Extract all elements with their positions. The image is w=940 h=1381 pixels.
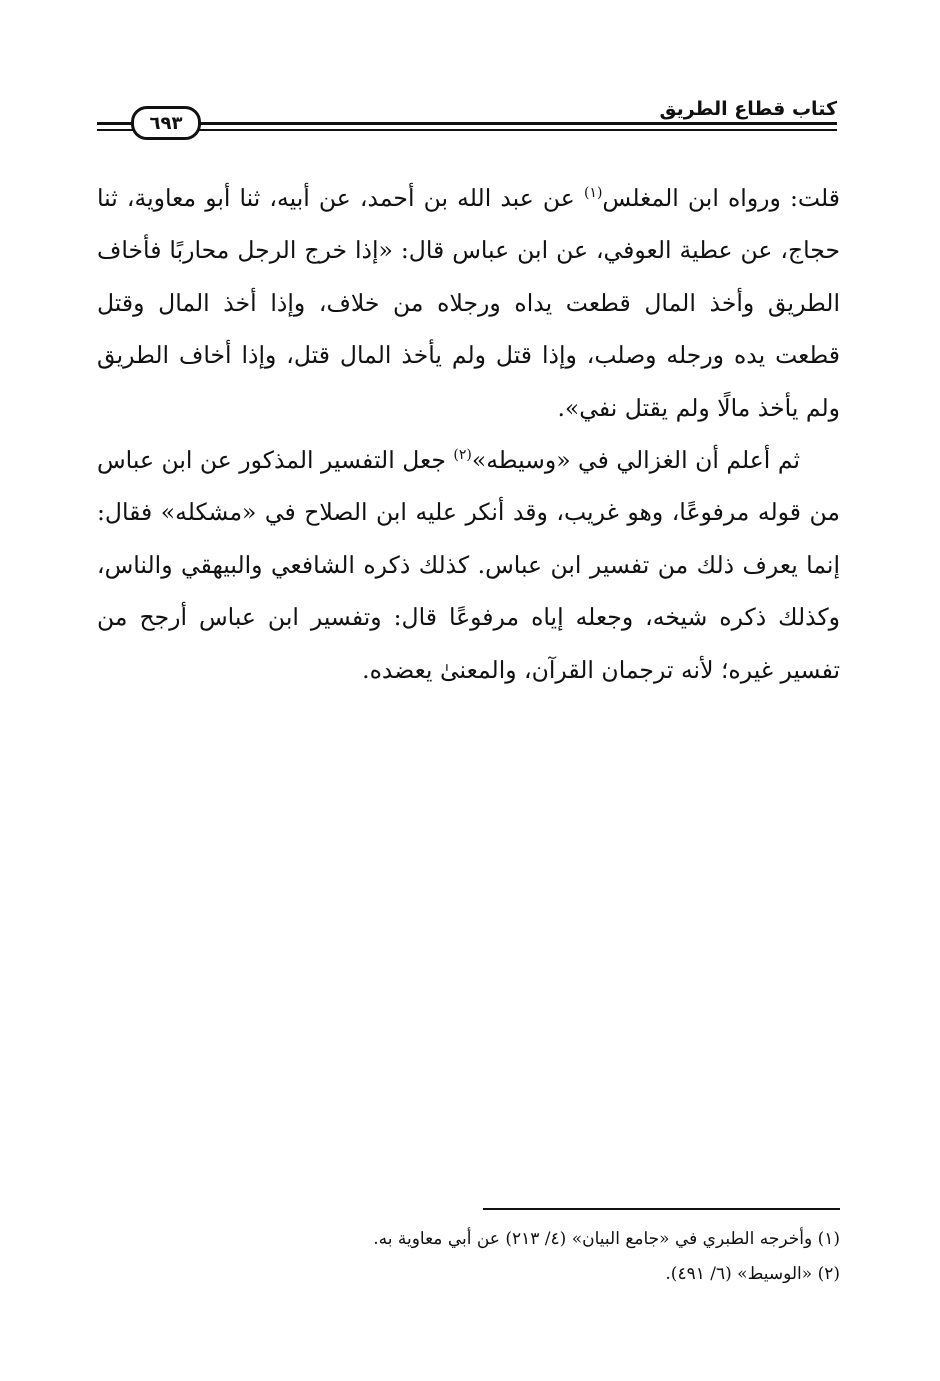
paragraph-text: ثم أعلم أن الغزالي في «وسيطه»	[471, 446, 800, 475]
paragraph-text: قلت: ورواه ابن المغلس	[602, 184, 840, 212]
page-header	[97, 96, 837, 136]
page-number: ٦٩٣	[131, 106, 201, 140]
main-text	[97, 172, 840, 696]
footnote-ref-2: (٢)	[453, 447, 472, 464]
paragraph-2	[97, 434, 840, 696]
header-rule-thin	[97, 129, 837, 131]
running-title: كتاب قطاع الطريق	[659, 98, 837, 120]
paragraph-text: جعل التفسير المذكور عن ابن عباس من قوله مرفوعًا، وهو غريب، وقد أنكر عليه ابن الصلاح في «مشكله» فقال: إنما يعرف ذلك من تفسير ابن عباس. كذلك ذكره الشافعي والبيهقي والناس، وكذلك ذكره شيخه، وجعله إياه مرفوعًا قال: وتفسير ابن عباس أرجح من تفسير غيره؛ لأنه ترجمان القرآن، والمعنىٰ يعضده.	[97, 446, 840, 684]
footnotes	[97, 1222, 840, 1292]
paragraph-1	[97, 172, 840, 434]
footnote-ref-1: (١)	[583, 185, 603, 202]
paragraph-text: عن عبد الله بن أحمد، عن أبيه، ثنا أبو معاوية، ثنا حجاج، عن عطية العوفي، عن ابن عباس قال: «إذا خرج الرجل محاربًا فأخاف الطريق وأخذ المال قطعت يداه ورجلاه من خلاف، وإذا أخذ المال وقتل قطعت يده ورجله وصلب، وإذا قتل ولم يأخذ المال قتل، وإذا أخاف الطريق ولم يأخذ مالًا ولم يقتل نفي».	[97, 184, 840, 422]
header-rule-thick	[97, 122, 837, 125]
footnote-2: (٢) «الوسيط» (٦/ ٤٩١).	[665, 1264, 840, 1284]
footnote-1: (١) وأخرجه الطبري في «جامع البيان» (٤/ ٢١٣) عن أبي معاوية به.	[373, 1229, 840, 1249]
footnote-separator	[483, 1208, 840, 1210]
